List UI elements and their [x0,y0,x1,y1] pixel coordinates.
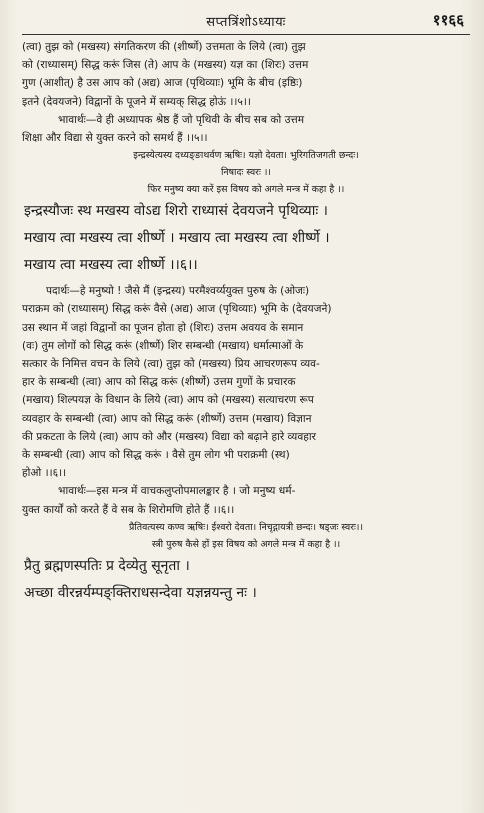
rishi-line-7: प्रैतिवत्यस्य कण्व ऋषिः। ईश्वरो देवता। निचृद्गायत्री छन्दः। षड्जः स्वरः।। [128,521,364,533]
text-line: व्यवहार के सम्बन्धी (त्वा) आप को सिद्ध करूं (शीर्ष्णे) उत्तम (मखाय) विज्ञान [22,412,312,425]
commentary-continuation [22,38,470,111]
text-line: पदार्थः—हे मनुष्यो ! जैसे मैं (इन्द्रस्य) परमैश्वर्य्ययुक्त पुरुष के (ओजः) [46,285,310,298]
text-line: की प्रकटता के लिये (त्वा) आप को और (मखस्य) विद्या को बढ़ाने हारे व्यवहार [22,430,316,443]
rishi-line-6 [22,147,470,181]
chapter-title: सप्तत्रिंशोऽध्यायः [206,15,286,30]
text-line: (वः) तुम लोगों को सिद्ध करूं (शीर्ष्णे) शिर सम्बन्धी (मखाय) धर्मात्माओं के [22,339,304,352]
text-line: शिक्षा और विद्या से युक्त करने को समर्थ हैं ।।५।। [22,132,208,145]
text-line: युक्त कार्यों को करते हैं वे सब के शिरोमणि होते हैं ।।६।। [22,503,235,516]
mantra-intro-7: स्त्री पुरुष कैसे हों इस विषय को अगले मन्त्र में कहा है ।। [151,538,341,550]
bhavarth-block-2 [22,482,470,518]
text-line: हार के सम्बन्धी (त्वा) आप को सिद्ध करूं (शीर्ष्णे) उत्तम गुणों के प्रचारक [22,376,296,389]
text-line: सत्कार के निमित्त वचन के लिये (त्वा) तुझ को (मखस्य) प्रिय आचरणरूप व्यव- [22,358,320,371]
bhavarth-block-1 [22,111,470,147]
text-line: इतने (देवयजने) विद्वानों के पूजने में सम्यक् सिद्ध होऊं ।।५।। [22,95,251,108]
text-line: होओ ।।६।। [22,467,67,480]
text-line: भावार्थः—इस मन्त्र में वाचकलुप्तोपमालङ्कार है । जो मनुष्य धर्म- [58,485,296,498]
mantra-line: इन्द्रस्यौजः स्थ मखस्य वोऽद्य शिरो राध्यासं देवयजने पृथिव्याः । [24,203,328,220]
text-line: निषादः स्वरः ।। [220,167,271,179]
text-line: उस स्थान में जहां विद्वानों का पूजन होता हो (शिरः) उत्तम अवयव के समान [22,321,304,334]
mantra-6 [22,198,470,279]
text-line: गुण (आशीत्) है उस आप को (अद्य) आज (पृथिव्याः) भूमि के बीच (इष्ठिः) [22,77,303,90]
text-line: पराक्रम को (राध्यासम्) सिद्ध करूं वैसे (अद्य) आज (पृथिव्याः) भूमि के (देवयजने) [22,303,332,316]
mantra-intro-6: फिर मनुष्य क्या करें इस विषय को अगले मन्त्र में कहा है ।। [147,184,345,196]
mantra-7 [22,553,470,607]
text-line: (मखाय) शिल्पयज्ञ के विधान के लिये (त्वा) आप को (मखस्य) सत्याचरण रूप [22,394,314,407]
page-header [22,8,470,35]
mantra-line: प्रैतु ब्रह्मणस्पतिः प्र देव्येतु सूनृता । [24,557,190,574]
text-line: इन्द्रस्येत्यस्य दध्यङ्ङाथर्वण ऋषिः। यज्ञो देवता। भुरिगतिजगती छन्दः। [133,150,359,162]
text-line: भावार्थः—वे ही अध्यापक श्रेष्ठ हैं जो पृथिवी के बीच सब को उत्तम [58,113,305,126]
padarth-block-6 [22,282,470,482]
mantra-line: मखाय त्वा मखस्य त्वा शीर्ष्णे ।।६।। [24,257,198,274]
text-line: को (राध्यासम्) सिद्ध करूं जिस (ते) आप के (मखस्य) यज्ञ का (शिरः) उत्तम [22,59,309,72]
text-line: (त्वा) तुझ को (मखस्य) संगतिकरण की (शीर्ष्णे) उत्तमता के लिये (त्वा) तुझ [22,41,306,53]
page-number: ११६६ [432,11,464,29]
mantra-line: मखाय त्वा मखस्य त्वा शीर्ष्णे । मखाय त्वा मखस्य त्वा शीर्ष्णे । [24,230,330,247]
text-line: के सम्बन्धी (त्वा) आप को सिद्ध करूं । वैसे तुम लोग भी पराक्रमी (स्थ) [22,449,290,462]
mantra-line: अच्छा वीरन्नर्यम्पङ्क्तिराधसन्देवा यज्ञन्नयन्तु नः । [24,584,257,601]
